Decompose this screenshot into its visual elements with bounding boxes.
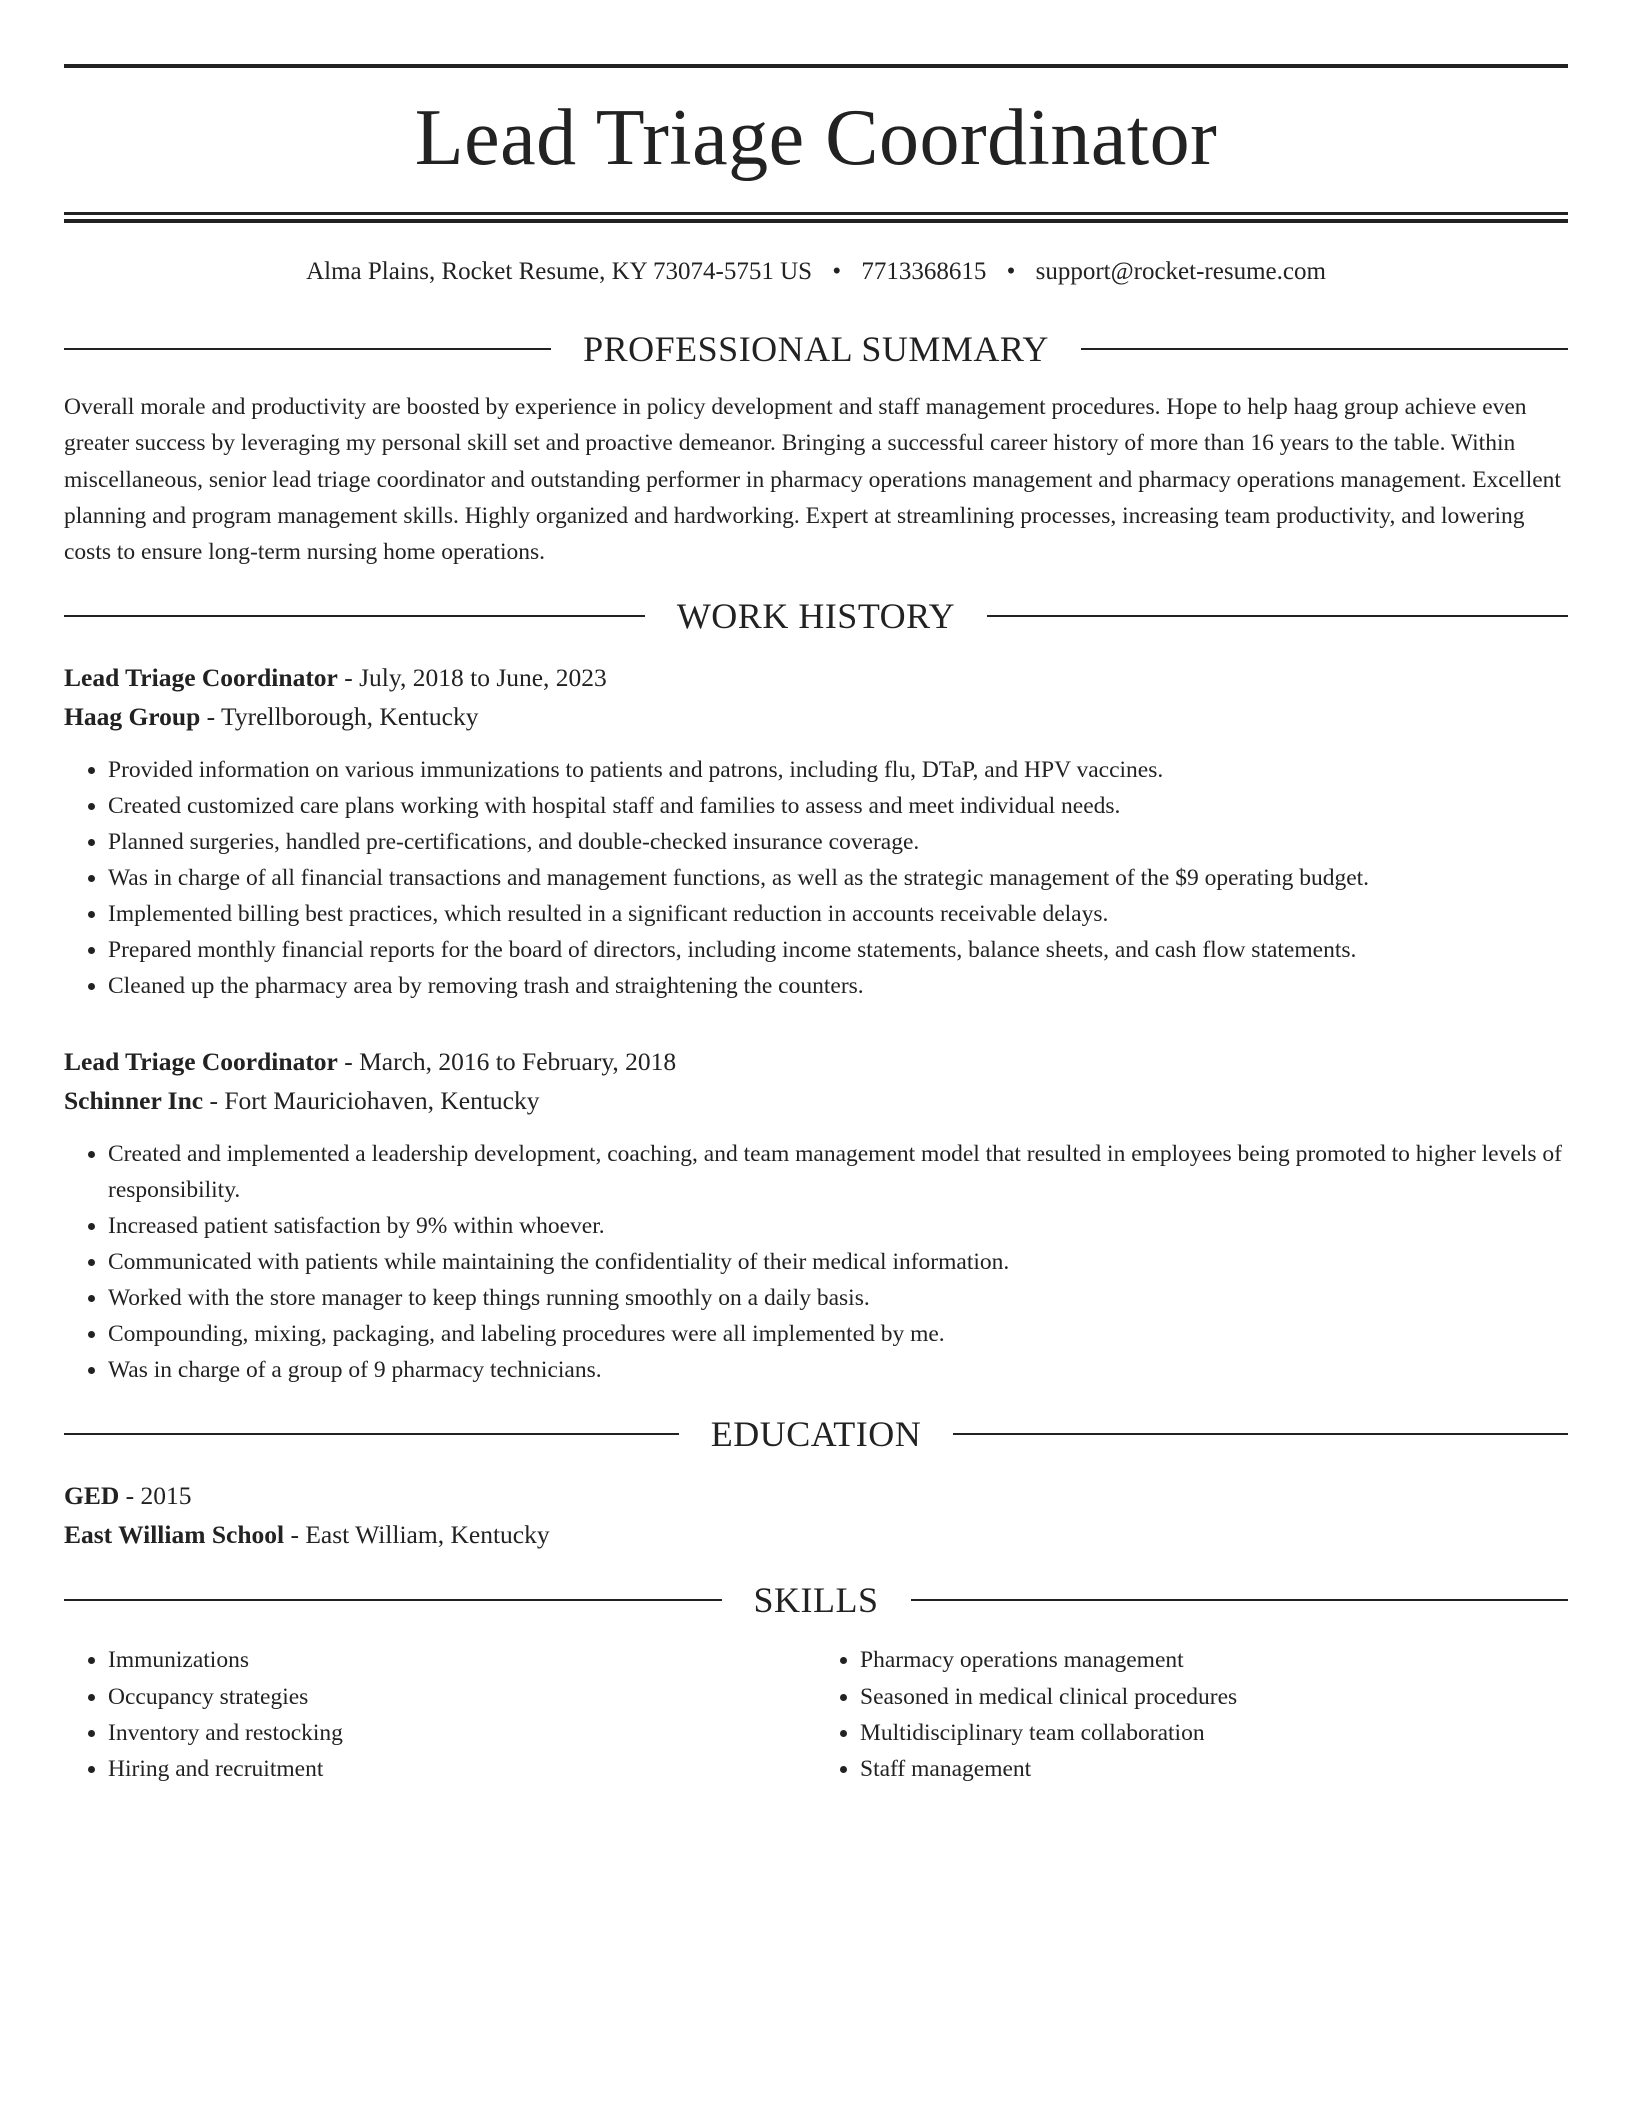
- job-entry: [64, 1042, 1568, 1388]
- contact-email: support@rocket-resume.com: [1035, 258, 1326, 285]
- skill-item: • Occupancy strategies: [108, 1679, 816, 1715]
- job-company-line: [64, 1081, 1568, 1120]
- education-school: East William School: [64, 1520, 285, 1550]
- job-title: Lead Triage Coordinator: [64, 1047, 338, 1077]
- skill-item: • Multidisciplinary team collaboration: [860, 1715, 1568, 1751]
- section-rule: [64, 1599, 722, 1601]
- contact-address: Alma Plains, Rocket Resume, KY 73074-5751 US: [306, 258, 813, 285]
- job-bullet: • Created and implemented a leadership development, coaching, and team management model that resulted in employees being promoted to higher levels of responsibility.: [108, 1136, 1568, 1208]
- job-bullet: • Was in charge of a group of 9 pharmacy technicians.: [108, 1352, 1568, 1388]
- education-location: - East William, Kentucky: [284, 1520, 550, 1550]
- section-rule: [64, 1433, 679, 1435]
- job-bullet: • Created customized care plans working with hospital staff and families to assess and meet individual needs.: [108, 788, 1568, 824]
- job-company: Haag Group: [64, 702, 201, 732]
- contact-separator: •: [832, 258, 842, 285]
- section-header-summary: [64, 329, 1568, 369]
- section-title: SKILLS: [753, 1580, 879, 1621]
- section-title: EDUCATION: [710, 1414, 922, 1455]
- section-title: PROFESSIONAL SUMMARY: [583, 329, 1049, 369]
- job-company-line: [64, 697, 1568, 736]
- education-year: - 2015: [119, 1481, 192, 1511]
- skill-item: • Hiring and recruitment: [108, 1751, 816, 1787]
- section-header-education: [64, 1414, 1568, 1454]
- job-bullet: • Compounding, mixing, packaging, and labeling procedures were all implemented by me.: [108, 1316, 1568, 1352]
- skill-item: • Seasoned in medical clinical procedures: [860, 1679, 1568, 1715]
- job-bullets: [64, 752, 1568, 1004]
- job-list: [64, 658, 1568, 1388]
- job-bullet: • Increased patient satisfaction by 9% within whoever.: [108, 1208, 1568, 1244]
- section-rule: [64, 615, 645, 617]
- skill-item: • Inventory and restocking: [108, 1715, 816, 1751]
- job-bullets: [64, 1136, 1568, 1388]
- section-title: WORK HISTORY: [676, 596, 956, 637]
- education-school-line: [64, 1515, 1568, 1554]
- summary-text: Overall morale and productivity are boosted by experience in policy development and staff management procedures. Hope to help haag group achieve even greater success by leveraging my personal skill set and proactive demeanor. Bringing a successful career history of more than 16 years to the table. Within miscellaneous, senior lead triage coordinator and outstanding performer in pharmacy operations management and pharmacy operations management. Excellent planning and program management skills. Highly organized and hardworking. Expert at streamlining processes, increasing team productivity, and lowering costs to ensure long-term nursing home operations.: [64, 394, 1561, 566]
- contact-separator: •: [1006, 258, 1016, 285]
- job-dates: - July, 2018 to June, 2023: [337, 663, 607, 693]
- job-company: Schinner Inc: [64, 1086, 204, 1116]
- job-bullet: • Was in charge of all financial transactions and management functions, as well as the strategic management of the $9 operating budget.: [108, 860, 1568, 896]
- job-location: - Fort Mauriciohaven, Kentucky: [203, 1086, 540, 1116]
- job-bullet: • Communicated with patients while maintaining the confidentiality of their medical information.: [108, 1244, 1568, 1280]
- section-rule: [1081, 348, 1568, 350]
- job-title-line: [64, 1042, 1568, 1081]
- skill-item: • Immunizations: [108, 1642, 816, 1678]
- education-degree-line: [64, 1476, 1568, 1515]
- education-entry: [64, 1476, 1568, 1554]
- job-bullet: • Prepared monthly financial reports for the board of directors, including income statements, balance sheets, and cash flow statements.: [108, 932, 1568, 968]
- double-rule: [64, 212, 1568, 223]
- section-rule: [987, 615, 1568, 617]
- job-dates: - March, 2016 to February, 2018: [337, 1047, 677, 1077]
- section-header-work: [64, 596, 1568, 636]
- skill-item: • Pharmacy operations management: [860, 1642, 1568, 1678]
- job-title-line: [64, 658, 1568, 697]
- section-rule: [911, 1599, 1569, 1601]
- job-bullet: • Planned surgeries, handled pre-certifications, and double-checked insurance coverage.: [108, 824, 1568, 860]
- skills-column-right: [816, 1642, 1568, 1787]
- skill-item: • Staff management: [860, 1751, 1568, 1787]
- job-bullet: • Provided information on various immunizations to patients and patrons, including flu, DTaP, and HPV vaccines.: [108, 752, 1568, 788]
- section-rule: [64, 348, 551, 350]
- education-degree: GED: [64, 1481, 120, 1511]
- section-header-skills: [64, 1580, 1568, 1620]
- skills-list: [64, 1642, 1568, 1787]
- job-bullet: • Cleaned up the pharmacy area by removing trash and straightening the counters.: [108, 968, 1568, 1004]
- job-title: Lead Triage Coordinator: [64, 663, 338, 693]
- resume-name: Lead Triage Coordinator: [414, 94, 1218, 182]
- job-bullet: • Implemented billing best practices, which resulted in a significant reduction in accounts receivable delays.: [108, 896, 1568, 932]
- job-location: - Tyrellborough, Kentucky: [200, 702, 479, 732]
- section-rule: [953, 1433, 1568, 1435]
- skills-column-left: [64, 1642, 816, 1787]
- contact-line: [64, 257, 1568, 287]
- job-bullet: • Worked with the store manager to keep things running smoothly on a daily basis.: [108, 1280, 1568, 1316]
- job-entry: [64, 658, 1568, 1004]
- top-rule: [64, 64, 1568, 68]
- contact-phone: 7713368615: [861, 258, 987, 285]
